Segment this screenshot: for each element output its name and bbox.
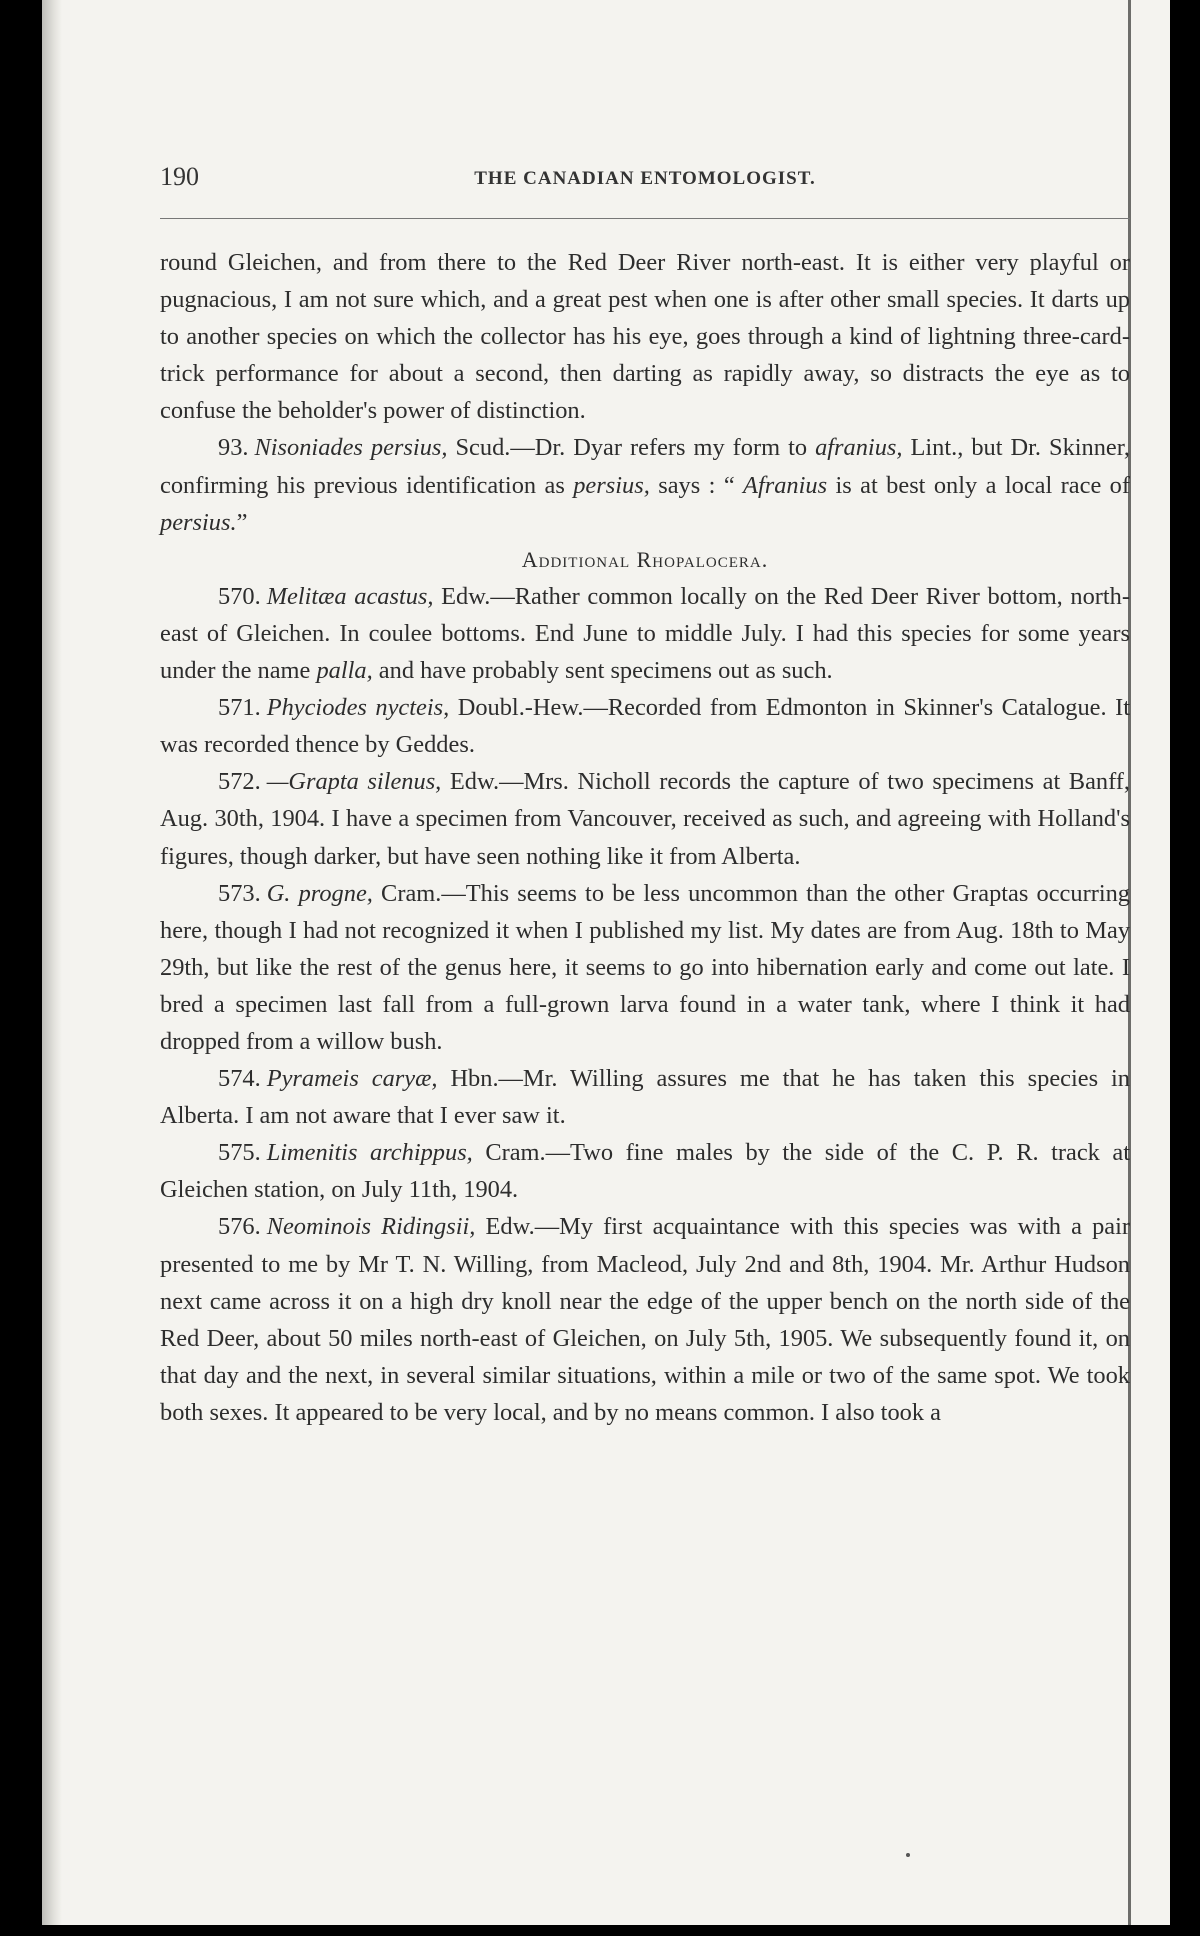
- species-name: Melitæa acastus,: [266, 582, 434, 610]
- entry-573: [160, 875, 1130, 1060]
- header-rule: [160, 218, 1130, 219]
- page-binding-shadow: [42, 0, 62, 1925]
- entry-text: Cram.—Two fine males by the side of the C. P. R. track at Gleichen station, on July 11th, 1904.: [160, 1139, 1130, 1204]
- paragraph-continued: round Gleichen, and from there to the Red Deer River north-east. It is either very playful or pugnacious, I am not sure which, and a great pest when one is after other small species. It darts up to another species on which the collector has his eye, goes through a kind of lightning three-card-trick performance for about a second, then darting as rapidly away, so distracts the eye as to confuse the beholder's power of distinction.: [160, 249, 1130, 425]
- species-name: G. progne,: [266, 879, 373, 907]
- entry-text: ”: [236, 508, 248, 536]
- species-name: Limenitis archippus,: [266, 1139, 473, 1167]
- species-name: Neominois Ridingsii,: [266, 1213, 476, 1241]
- entry-576: [160, 1208, 1130, 1431]
- entry-text: Edw.—My first acquaintance with this species was with a pair presented to me by Mr T. N. Willing, from Macleod, July 2nd and 8th, 1904. Mr. Arthur Hudson next came across it on a high dry knoll near the edge of the upper bench on the north side of the Red Deer, about 50 miles north-east of Gleichen, on July 5th, 1905. We subsequently found it, on that day and the next, in several similar situations, within a mile or two of the same spot. We took both sexes. It appeared to be very local, and by no means common. I also took a: [160, 1213, 1130, 1426]
- entry-572: [160, 763, 1130, 874]
- entry-571: [160, 689, 1130, 763]
- entry-text: Lint., but Dr. Skinner, confirming his previous identification as: [160, 434, 1130, 499]
- entry-number: 571.: [218, 694, 261, 722]
- species-name: —Grapta silenus,: [266, 768, 442, 796]
- entry-number: 93.: [218, 434, 249, 462]
- entry-text: Edw.—Rather common locally on the Red Deer River bottom, north-east of Gleichen. In coulee bottoms. End June to middle July. I had this species for some years under the name: [160, 582, 1130, 685]
- entry-text: Scud.—Dr. Dyar refers my form to: [447, 434, 816, 462]
- body-text: [160, 244, 1130, 1431]
- entry-text: Hbn.—Mr. Willing assures me that he has taken this species in Alberta. I am not aware that I ever saw it.: [160, 1065, 1130, 1130]
- entry-text: Edw.—Mrs. Nicholl records the capture of two specimens at Banff, Aug. 30th, 1904. I have a specimen from Vancouver, received as such, and agreeing with Holland's figures, though darker, but have seen nothing like it from Alberta.: [160, 768, 1130, 870]
- entry-574: [160, 1060, 1130, 1134]
- section-heading: Additional Rhopalocera.: [521, 546, 769, 572]
- entry-number: 572.: [218, 768, 261, 796]
- species-name: persius,: [573, 471, 650, 499]
- entry-text: Cram.—This seems to be less uncommon than the other Graptas occurring here, though I had not recognized it when I published my list. My dates are from Aug. 18th to May 29th, but like the rest of the genus here, it seems to go into hibernation early and come out late. I bred a specimen last fall from a full-grown larva found in a water tank, where I think it had dropped from a willow bush.: [160, 879, 1130, 1055]
- entry-number: 576.: [218, 1213, 261, 1241]
- species-name: Nisoniades persius,: [254, 434, 448, 462]
- ink-speck: [906, 1853, 910, 1857]
- species-name: Phyciodes nycteis,: [266, 694, 450, 722]
- species-name: afranius,: [815, 434, 903, 462]
- running-head: THE CANADIAN ENTOMOLOGIST.: [474, 168, 816, 189]
- page-number: 190: [160, 162, 199, 191]
- entry-570: [160, 578, 1130, 689]
- page-header: [160, 162, 1130, 202]
- species-name: Afranius: [743, 471, 828, 499]
- entry-text: and have probably sent specimens out as such.: [372, 657, 833, 685]
- entry-text: says : “: [649, 471, 744, 499]
- entry-text: Doubl.-Hew.—Recorded from Edmonton in Skinner's Catalogue. It was recorded thence by Geddes.: [160, 694, 1130, 759]
- entry-number: 570.: [218, 582, 261, 610]
- entry-93: [160, 429, 1130, 540]
- entry-number: 573.: [218, 879, 261, 907]
- species-name: persius.: [160, 508, 237, 536]
- species-name: Pyrameis caryæ,: [266, 1065, 438, 1093]
- entry-text: is at best only a local race of: [827, 471, 1130, 499]
- species-name: palla,: [316, 657, 373, 685]
- entry-575: [160, 1134, 1130, 1208]
- entry-number: 575.: [218, 1139, 261, 1167]
- entry-number: 574.: [218, 1065, 261, 1093]
